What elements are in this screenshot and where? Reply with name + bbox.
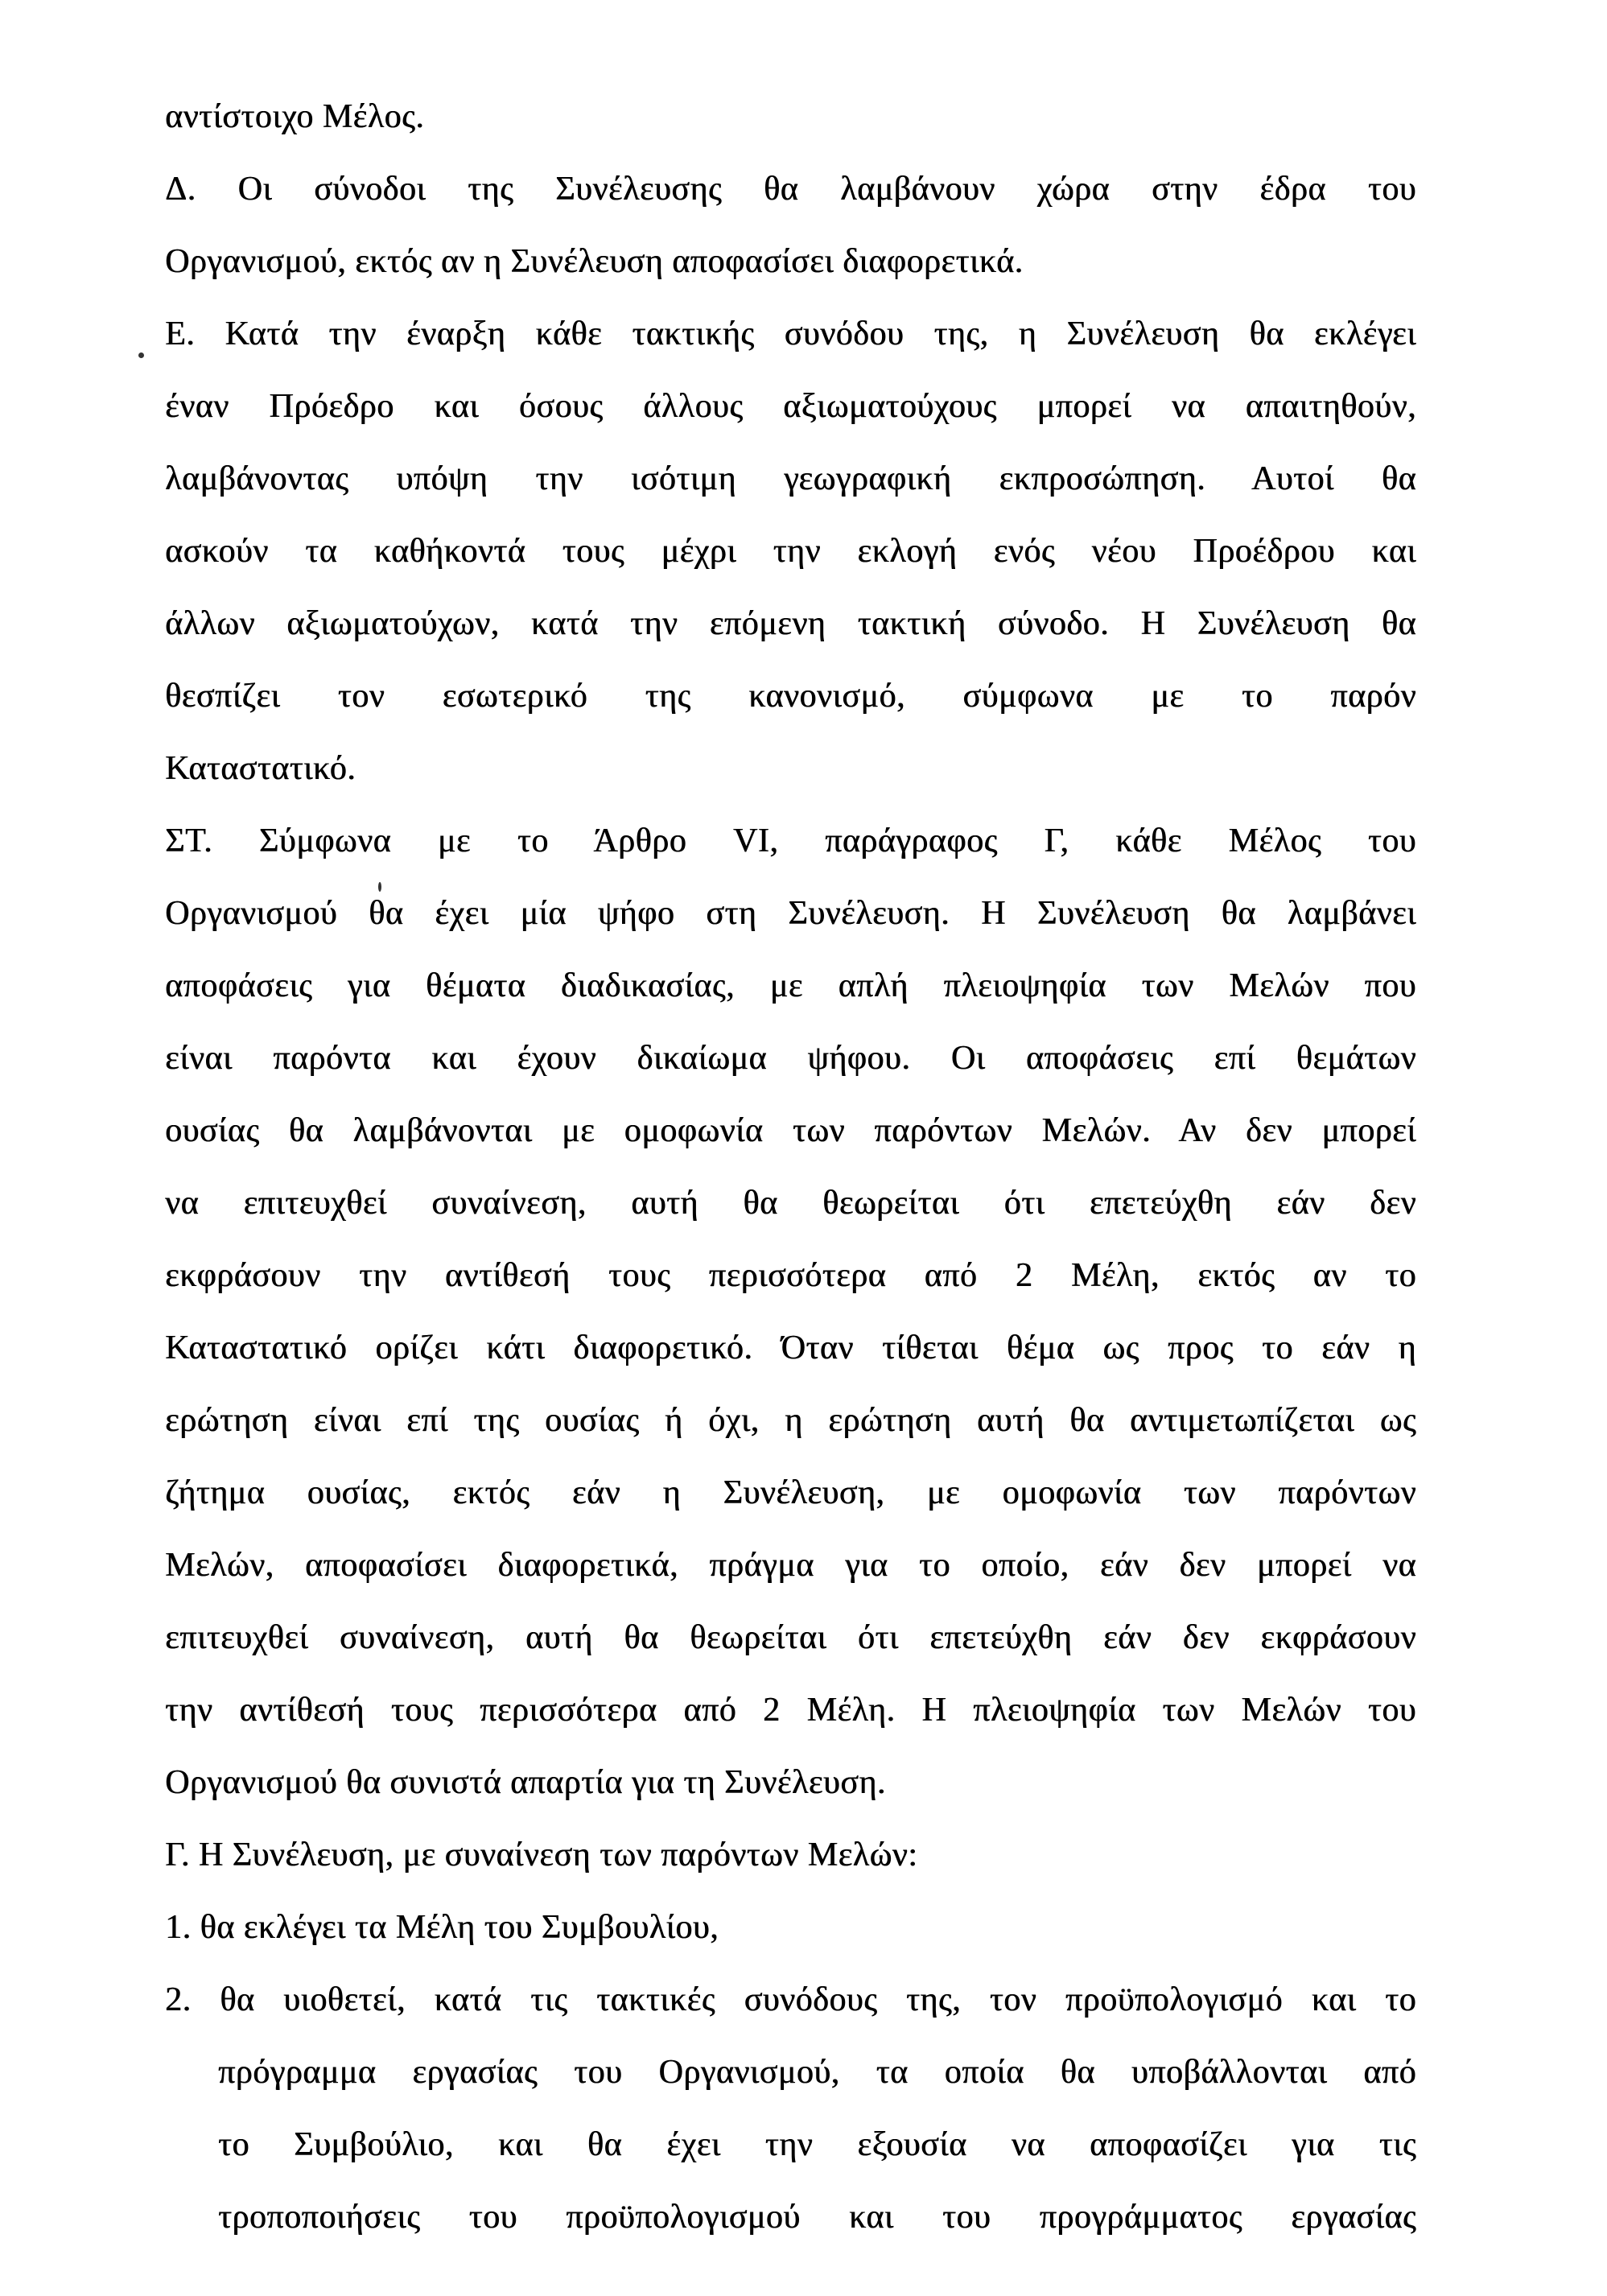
text-line: την αντίθεσή τους περισσότερα από 2 Μέλη. Η πλειοψηφία των Μελών του	[165, 1692, 1416, 1729]
text-line: έναν Πρόεδρο και όσους άλλους αξιωματούχους μπορεί να απαιτηθούν,	[165, 388, 1416, 425]
text-line: επιτευχθεί συναίνεση, αυτή θα θεωρείται ότι επετεύχθη εάν δεν εκφράσουν	[165, 1619, 1416, 1656]
text-line: Δ. Οι σύνοδοι της Συνέλευσης θα λαμβάνουν χώρα στην έδρα του	[165, 171, 1416, 208]
text-line: Καταστατικό.	[165, 750, 356, 787]
text-line: να επιτευχθεί συναίνεση, αυτή θα θεωρείται ότι επετεύχθη εάν δεν	[165, 1185, 1416, 1222]
text-line: Ε. Κατά την έναρξη κάθε τακτικής συνόδου της, η Συνέλευση θα εκλέγει	[165, 315, 1416, 352]
scan-artifact	[378, 882, 381, 892]
text-line: ΣΤ. Σύμφωνα με το Άρθρο VI, παράγραφος Γ, κάθε Μέλος του	[165, 822, 1416, 859]
text-line: αντίστοιχο Μέλος.	[165, 98, 425, 135]
text-line: λαμβάνοντας υπόψη την ισότιμη γεωγραφική εκπροσώπηση. Αυτοί θα	[165, 460, 1416, 497]
text-line: 2. θα υιοθετεί, κατά τις τακτικές συνόδους της, τον προϋπολογισμό και το	[165, 1981, 1416, 2018]
text-line: ουσίας θα λαμβάνονται με ομοφωνία των παρόντων Μελών. Αν δεν μπορεί	[165, 1112, 1416, 1149]
text-line: ερώτηση είναι επί της ουσίας ή όχι, η ερώτηση αυτή θα αντιμετωπίζεται ως	[165, 1402, 1416, 1439]
text-line: Οργανισμού θα έχει μία ψήφο στη Συνέλευση. Η Συνέλευση θα λαμβάνει	[165, 895, 1416, 932]
text-line: πρόγραμμα εργασίας του Οργανισμού, τα οποία θα υποβάλλονται από	[218, 2054, 1416, 2091]
text-line: είναι παρόντα και έχουν δικαίωμα ψήφου. Οι αποφάσεις επί θεμάτων	[165, 1040, 1416, 1077]
text-line: τροποποιήσεις του προϋπολογισμού και του προγράμματος εργασίας	[218, 2199, 1416, 2236]
text-line: εκφράσουν την αντίθεσή τους περισσότερα από 2 Μέλη, εκτός αν το	[165, 1257, 1416, 1294]
text-line: 1. θα εκλέγει τα Μέλη του Συμβουλίου,	[165, 1909, 719, 1946]
text-line: Οργανισμού, εκτός αν η Συνέλευση αποφασίσει διαφορετικά.	[165, 243, 1024, 280]
text-line: Μελών, αποφασίσει διαφορετικά, πράγμα για το οποίο, εάν δεν μπορεί να	[165, 1547, 1416, 1584]
text-line: Καταστατικό ορίζει κάτι διαφορετικό. Όταν τίθεται θέμα ως προς το εάν η	[165, 1329, 1416, 1366]
text-line: αποφάσεις για θέματα διαδικασίας, με απλή πλειοψηφία των Μελών που	[165, 967, 1416, 1004]
text-line: ασκούν τα καθήκοντά τους μέχρι την εκλογή ενός νέου Προέδρου και	[165, 533, 1416, 570]
text-block	[165, 80, 1416, 2253]
text-line: ζήτημα ουσίας, εκτός εάν η Συνέλευση, με ομοφωνία των παρόντων	[165, 1474, 1416, 1511]
text-line: Οργανισμού θα συνιστά απαρτία για τη Συνέλευση.	[165, 1764, 886, 1801]
text-line: θεσπίζει τον εσωτερικό της κανονισμό, σύμφωνα με το παρόν	[165, 678, 1416, 715]
text-line: άλλων αξιωματούχων, κατά την επόμενη τακτική σύνοδο. Η Συνέλευση θα	[165, 605, 1416, 642]
scan-artifact	[138, 352, 144, 358]
text-line: το Συμβούλιο, και θα έχει την εξουσία να αποφασίζει για τις	[218, 2126, 1416, 2163]
text-line: Γ. Η Συνέλευση, με συναίνεση των παρόντων Μελών:	[165, 1836, 918, 1873]
